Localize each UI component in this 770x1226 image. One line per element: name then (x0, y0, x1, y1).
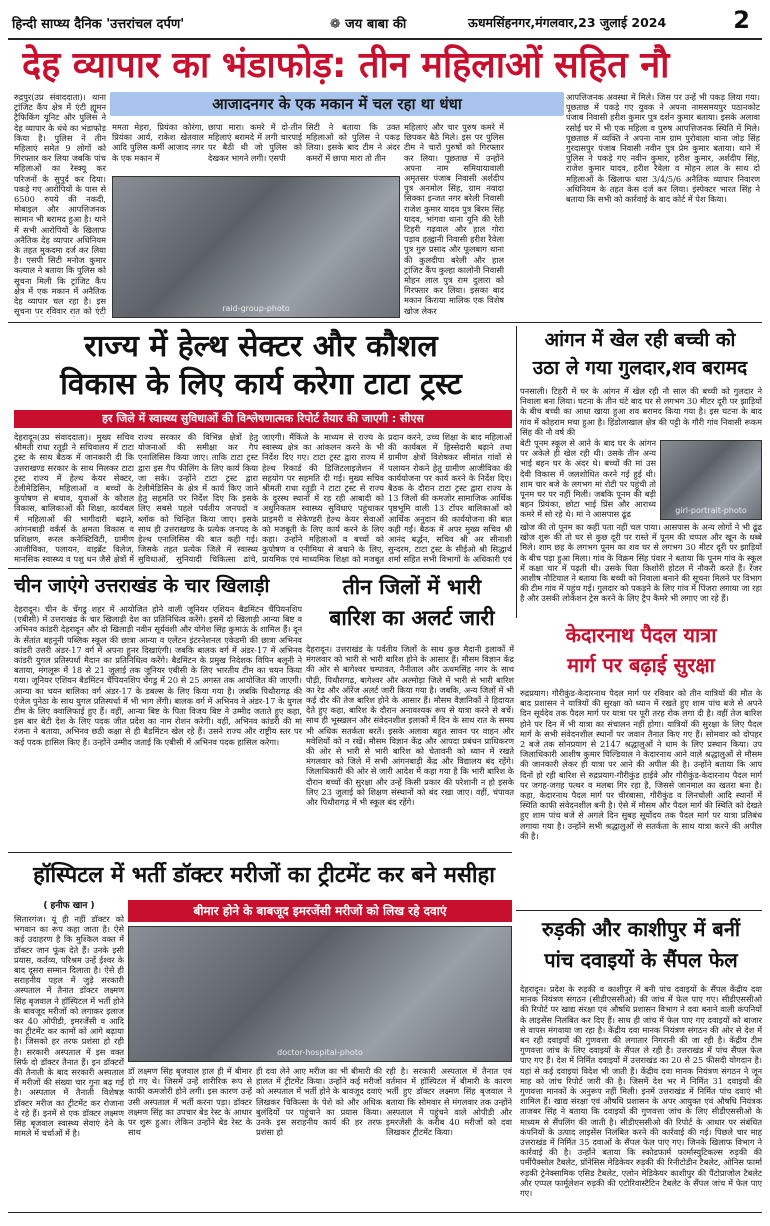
rain-body: देहरादून। उत्तराखंड के पर्वतीय जिलों के साथ कुछ मैदानी इलाकों में मंगलवार को भारी से भारी बारिश होने के आसार हैं। मौसम विज्ञान केंद्र की ओर से बागेश्वर चम्पावत, नैनीताल और ऊधमसिंह नगर के साथ पौड़ी, पिथौरागढ़, बागेश्वर और अल्मोड़ा जिले में भारी से भारी बारिश का रेड और ऑरेंज अलर्ट जारी किया गया है। जबकि, अन्य जिलों में भी कई दौर की तेज बारिश होने के आसार हैं। मौसम वैज्ञानिकों ने हिदायत देते हुए कहा, बारिश के दौरान अनावश्यक रूप से यात्रा करने से बचें। साथ ही भूस्खलन और संवेदनशील इलाकों में दिन के साथ रात के समय भी अधिक सतर्कता बरतें। इसके अलावा बहुत सावन पर वाहन और मवेशियों को न रखें। मौसम विज्ञान केंद्र और आपदा प्रबंधन प्राधिकरण की ओर से भारी से भारी बारिश को चेतावनी को ध्यान में रखते मंगलवार को जिले में सभी आंगनबाड़ी केंद्र और विद्यालय बंद रहेंगे। जिलाधिकारी की ओर से जारी आदेश में कहा गया है कि भारी बारिश के दौरान बच्चों की सुरक्षा और उन्हें किसी प्रकार की परेशानी न हो इसके लिए 23 जुलाई को शिक्षण संस्थानों को बंद रखा जाए। वहीं, चंपावत और पिथौरागढ़ में भी स्कूल बंद रहेंगे। (306, 644, 514, 808)
tata-col1: देहरादून(उप्र संवाददाता)। मुख्य सचिव श्रीमती राधा रतूड़ी ने सचिवालय में टाटा ट्रस्ट के साथ बैठक में जानकारी दी कि उत्तराखण्ड सरकार के साथ मिलकर टाटा ट्रस्ट राज्य में हेल्थ केयर सेक्टर, टेलीमेडिसिन, महिलाओं व बच्चों के कुपोषण से बचाव, युवाओं के कौशल विकास, बालिकाओं की शिक्षा, कार्यबल में महिलाओं की भागीदारी बढ़ाने, आंगनबाड़ी वर्कर्स के क्षमता विकास व प्रशिक्षण, रूरल कनेक्टिविटी, ग्रामीण आजीविका, पलायन, वाइब्रेंट विलेज, मानसिक स्वास्थ्य व पशु धन जैसे क्षेत्रों में (14, 432, 134, 564)
lead-col2: ममता मेहरा, प्रियंका कोरंगा, प्रियंका आर्य, राकेश खेतवाल आदि पुलिस कर्मी आजाद नगर के एक मकान में (112, 122, 204, 163)
hospital-headline: हॉस्पिटल में भर्ती डॉक्टर मरीजों का ट्रीटमेंट कर बने मसीहा (33, 863, 495, 888)
masthead-date: ऊधमसिंहनगर,मंगलवार,23 जुलाई 2024 (468, 15, 667, 30)
medicine-headline: रुड़की और काशीपुर में बनीं पांच दवाइयों के सैंपल फेल (541, 917, 741, 972)
hospital-caption-col1: डॉ लक्ष्मण सिंह बृजवाल हाल ही में बीमार हो गए थे। जिसमें उन्हें शारीरिक रूप से काफी कमजोरी होने लगी। इस कारण उन्हें उसी अस्पताल में भर्ती करना पड़ा। डॉक्टर लक्ष्मण सिंह का उपचार बेड रेस्ट के आधार पर शुरू हुआ। लेकिन उन्होंने बेड रेस्ट के साथ (128, 1066, 252, 1138)
masthead-center: ❁ जय बाबा की (329, 17, 407, 32)
tata-col2: राज्य सरकार की विभिन्न क्षेत्रों हेतु योजनाओं की समीक्षा कर गैप एनालिसिस किया जाए। ताकि टाटा ट्रस्ट द्वारा इस गैप फीलिंग के लिए कार्य किया जा सके। उन्होंने टाटा ट्रस्ट द्वारा टेलीमेडिसिन के क्षेत्र में कार्य किए जाने हेतु सहमति पर निर्देश दिए कि इसके लिए सबसे पहले पर्वतीय जनपदों व ब्लॉक को चिन्हित किया जाए। इसके साथ ही उत्तराखण्ड के प्रत्येक जनपद के हेल्थ एनालिसिस की बात कही गई। जिसके तहत प्रत्येक जिले में स्वास्थ्य सुविधाओं, सुनियादी चिकित्सा ढांचे, (138, 432, 258, 564)
tata-banner: हर जिले में स्वास्थ्य सुविधाओं की विश्लेषणात्मक रिपोर्ट तैयार की जाएगी : सीएस (14, 410, 512, 428)
kedarnath-body: रुद्रप्रयाग। गौरीकुंड-केदारनाथ पैदल मार्ग पर रविवार को तीन यात्रियों की मौत के बाद प्रशासन ने यात्रियों की सुरक्षा को ध्यान में रखते हुए शाम पांच बजे से अपने दिन सूर्यदेव तक पैदल मार्ग पर यात्रा पर पूरी तरह रोक लगा दी है। वहीं तेज बारिश होने पर दिन में भी यात्रा का संचालन नहीं होगा। यात्रियों की सुरक्षा के लिए पैदल मार्ग के सभी संवेदनशील स्थानों पर जवान तैनात किए गए हैं। सोमवार को दोपहर 2 बजे तक सोनप्रयाग से 2147 श्रद्धालुओं ने धाम के लिए प्रस्थान किया। उप जिलाधिकारी आशीष कुमार घिल्डियाल ने केदारनाथ आने वाले श्रद्धालुओं से मौसम की जानकारी लेकर ही यात्रा पर आने की अपील की है। उन्होंने बताया कि आप दिनों हो रही बारिश से रुद्रप्रयाग-गौरीकुंड हाईवे और गौरीकुंड-केदारनाथ पैदल मार्ग पर जगह-जगह पत्थर व मलबा गिर रहा है, जिससे जानमाल का खतरा बना है। कहा, केदारनाथ पैदल मार्ग पर चीरबासा, गौरीकुंड व लिनचोली आदि स्थानों में स्थिति काफी संवेदनशील बनी है। ऐसे में मौसम और पैदल मार्ग की स्थिति को देखते हुए शाम पांच बजे से अगले दिन सुबह सूर्योदय तक पैदल मार्ग पर यात्रा प्रतिबंध लगाया गया है। उन्होंने सभी श्रद्धालुओं से सतर्कता के साथ यात्रा करने की अपील की है। (520, 688, 762, 841)
tata-headline: राज्य में हेल्थ सेक्टर और कौशल विकास के लिए कार्य करेगा टाटा ट्रस्ट (60, 329, 462, 402)
girl-portrait-photo: girl-portrait-photo (660, 440, 762, 520)
kedarnath-headline: केदारनाथ पैदल यात्रा मार्ग पर बढ़ाई सुरक्षा (565, 623, 717, 677)
tata-col3: जाएगी। मैंकिंजे के माध्यम से राज्य के स्वास्थ्य क्षेत्र का आंकलन करने के भी निर्देश दिए गए। टाटा ट्रस्ट द्वारा राज्य में हेल्थ रिकार्ड की डिजिटलाइजेशन में सहयोग पर सहमति दी गई। मुख्य सचिव श्रीमती राधा रतूड़ी ने टाटा ट्रस्ट से राज्य के दुरस्थ स्थानों में रह रही आबादी को अधुनिकतम स्वास्थ्य सुविधाएं पहुंचाकर प्राइमरी व सेकेण्डरी हेल्थ केयर सेवाओं को मजबूती के लिए कार्य करने के लिए कहा। उन्होंने महिलाओं व बच्चों को कुपोषण व एनीमिया से बचाने के लिए, प्रायमिक एवं माध्यमिक शिक्षा को मजबूत (262, 432, 384, 564)
lead-col3: छापा मारा। कमरे में दो-तीन महिलाएं बरामदे में लगी चारपाई पर बैठी थी जो पुलिस को देखकर भागने लगी। एसपी (208, 122, 302, 163)
badminton-headline: चीन जाएंगे उत्तराखंड के चार खिलाड़ी (14, 575, 270, 597)
hospital-caption-col2: ही दवा लेने आए मरीज का भी बीमारी की हालत में ट्रीटमेंट किया। उन्होंने कई मरीजों को अस्पताल में भर्ती होने के बावजूद दवाएं लिखकर चिकित्सा के पेशे को और अधिक बुलंदियों पर पहुंचाने का प्रयास किया। उनके इस सराहनीय कार्य की हर तरफ प्रशंसा हो (256, 1066, 382, 1138)
child-bottom: खोज की तो पूनम का कहीं पता नहीं चल पाया। आसपास के अन्य लोगों ने भी ढूंढ खोज शुरू की तो घर से कुछ दूरी पर रास्ते में पूनम की चप्पल और खून के धब्बे मिले। शाम छह के लगभग पूनम का शव घर से लगभग 30 मीटर दूरी पर झाड़ियों के बीच पड़ा हुआ मिला। गांव के विक्रम सिंह पंवार ने बताया कि पूनम गांव के स्कूल में कक्षा चार में पढ़ती थी। उसके पिता किशोरी होटल में नौकरी करते हैं। रेंजर आशीष नौटियाल ने बताया कि बच्ची को निवाला बनाने की सूचना मिलने पर विभाग की टीम गांव में पहुंच गई। गुलदार को पकड़ने के लिए गांव में पिंजरा लगाया जा रहा है और उसकी लोकेशन ट्रेस करने के लिए ट्रैप कैमरे भी लगाए जा रहे हैं। (520, 522, 762, 604)
tata-col4: प्रदान करने, उच्च शिक्षा के बाद महिलाओं की कार्यबल में हिस्सेदारी बढ़ाने तथा ग्रामीण क्षेत्रों विशेषकर सीमांत गांवों से पलायन रोकने हेतु ग्रामीण आजीविका की कार्ययोजना पर कार्य करने के निर्देश दिए। बैठक के दौरान टाटा ट्रस्ट द्वारा राज्य के 13 जिलों की कमजोर सामाजिक आर्थिक पृष्ठभूमि वाली 13 टॉपर बालिकाओं को आर्थिक अनुदान की कार्ययोजना की बात कही गई। बैठक में अपर मुख्य सचिव श्री आनंद बर्द्धन, सचिव श्री अर सीनाशी सुन्दरम, टाटा ट्रस्ट के सीईओ श्री सिद्धार्थ शर्मा सहित सभी विभागों के अधिकारी एवं (388, 432, 512, 564)
masthead (8, 8, 762, 38)
masthead-left: हिन्दी साप्ध्य दैनिक 'उत्तरांचल दर्पण' (12, 17, 185, 32)
rain-headline: तीन जिलों में भारी बारिश का अलर्ट जारी (329, 575, 495, 630)
hospital-banner: बीमार होने के बाबजूद इमरजेंसी मरीजों को लिख रहे दवाएं (128, 900, 512, 922)
badminton-body: देहरादून। चीन के चेंगडु शहर में आयोजित होने वाली जूनियर एशियन बैडमिंटन चैंपियनशिप (एबीसी) में उत्तराखंड के चार खिलाड़ी देश का प्रतिनिधित्व करेंगे। इसमें दो खिलाड़ी आन्या बिष्ट व अभिनव कांडरी देहरादून और दो खिलाड़ी नवीन सूर्यवंशी और योगेश सिंह कुमाऊं के शामिल हैं। दून के सेंतांत बहनूनी पब्लिक स्कूल की छात्रा आन्या व एलेंटन इंटरनेशनल एकेडमी की छात्रा अभिनव कांडरी उत्तरी अंडर-17 वर्ग में अपना हुनर दिखाएंगी। जबकि बालक वर्ग में अंडर-17 में अभिनव कांडरी युगल प्रतिस्पर्धा मैदान का प्रतिनिधित्व करेंगे। बैडमिंटन के प्रमुख निदेशक विपिन बलूनी ने बताया, मंगलूरू में 18 से 21 जुलाई तक जूनियर एबीसी के लिए भारतीय टीम का चयन किया गया। जूनियर एशियन बैडमिंटन चैंपियनशिप चेंगडु में 20 से 25 अगस्त तक आयोजित की जाएगी। आन्या का चयन बालिका वर्ग अंडर-17 के डबल्स के लिए किया गया है। जबकि पिथौरागढ़ की एंजेल पुनेठा के साथ युगल प्रतिस्पर्धा में भी भाग लेंगी। बालक वर्ग में अभिनव ने अंडर-17 के युगल टीम के लिए क्वालिफाई हुए हैं। वहीं, आन्या बिष्ट के पिता विजय बिष्ट ने उम्मीद जताते हुए कहा, इस बार बेटी देश के लिए पदक जीत प्रदेश का नाम रोशन करेगी। वहीं, अभिनव कांडरी की मां रंजना ने बताया, अभिनव छठी कक्षा से ही बैडमिंटन खेल रहे हैं। उसने राज्य और राष्ट्रीय स्तर पर कई पदक हासिल किए हैं। उन्होंने उम्मीद जताई कि एबीसी में अभिनव पदक हासिल करेगा। (14, 604, 302, 747)
lead-col4: सिटी ने बताया कि उक्त महिलाओं को पुलिस ने पकड़ लिया। इसके बाद टीम ने अंदर कमरों में छापा मारा तो तीन (306, 122, 400, 163)
page-number: 2 (733, 8, 750, 34)
medicine-body: देहरादून। प्रदेश के रुड़की व काशीपुर में बनी पांच दवाइयों के सैंपल केंद्रीय दवा मानक नियंत्रण संगठन (सीडीएससीओ) की जांच में फेल पाए गए। सीडीएससीओ की रिपोर्ट पर खाद्य संरक्षा एवं औषधि प्रशासन विभाग ने दवा बनाने वाली कंपनियों के लाइसेंस निलंबित कर दिए हैं। साथ ही जांच में फेल पाए गए दवाइयों को बाजार से वापस मंगवाया जा रहा है। केंद्रीय दवा मानक नियंत्रण संगठन की ओर से देश में बन रही दवाइयों की गुणवत्ता की लगातार निगरानी की जा रही है। केंद्रीय टीम गुणवत्ता जांच के लिए दवाइयों के सैंपल ले रही है। उत्तराखंड में पांच सैंपल फेल पाए गए हैं। देश में निर्मित दवाइयों में उत्तराखंड का 20 से 25 फीसदी योगदान है। यहां से कई दवाइयां विदेश भी जाती हैं। केंद्रीय दवा मानक नियंत्रण संगठन ने जून माह को जांच रिपोर्ट जारी की है। जिसमें देश भर में निर्मित 31 दवाइयों की गुणवत्ता मानकों के अनुरूप नहीं मिली। इनमें उत्तराखंड में निर्मित पांच दवाएं भी शामिल हैं। खाद्य संरक्षा एवं औषधि प्रशासन के अपर आयुक्त एवं औषधि नियंत्रक ताजबर सिंह ने बताया कि दवाइयों की गुणवत्ता जांच के लिए सीडीएससीओ के माध्यम से सैंपलिंग की जाती है। सीडीएससीओ की रिपोर्ट के आधार पर संबंधित कंपनियों के उत्पाद लाइसेंस निलंबित करने की कार्रवाई की गई। पिछले चार माह उत्तराखंड में निर्मित 35 दवाओं के सैंपल फेल पाए गए। जिनके खिलाफ विभाग ने कार्रवाई की है। उन्होंने बताया कि स्कोडफार्म फार्मास्युटिकल्स रुड़की की पर्मीपैक्सोल टैबलेट, प्रॉनेसिस मेडिकेयर रुड़की की रिनीटोडीन टैबलेट, ओनिस फार्मा रुड़की ट्रेनेक्सामिक एसिड टैबलेट, एलोन मेडिकेयर काशीपुर की पैंटोप्राजोल टैबलेट और एप्पल फार्मूलेशन रुड़की की एटोरिवास्टैटिन टैबलेट के सैंपल जांच में फेल पाए गए। (520, 984, 762, 1199)
hospital-col1: सितारगंज। यूं ही नहीं डॉक्टर को भगवान का रूप कहा जाता है। ऐसे कई उदाहरण है कि मुश्किल वक्त में डॉक्टर जान फूंक देते हैं। उनके इसी प्रयास, कर्तव्य, परिश्रम उन्हें ईश्वर के बाद दूसरा सम्मान दिलाता है। ऐसे ही सराहनीय पहल में जुड़े सरकारी अस्पताल में तैनात डॉक्टर लक्ष्मण सिंह बृजवाल ने हॉस्पिटल में भर्ती होने के बावजूद मरीजों को लगाकर इलाज कर 40 ओपीडी, इमरजेंसी व आदि का ट्रीटमेंट कर कामों को आगे बढ़ाया है। जिसको हर तरफ प्रशंसा हो रही है। सरकारी अस्पताल में इस वक्त सिर्फ दो डॉक्टर तैनात हैं। इन डॉक्टरों की तैनाती के बाद सरकारी अस्पताल में मरीजों की संख्या चार गुना बढ़ गई है। अस्पताल में तैनाती विशेषज्ञ डॉक्टर मरीज का ट्रीटमेंट कर रोजाना दे रहे हैं। इनमें से एक डॉक्टर लक्ष्मण सिंह बृजवाल स्वास्थ्य सेवाएं देने के मामले में चर्चाओं में है। (14, 914, 124, 1139)
hospital-caption-col3: रही है। सरकारी अस्पताल में तैनात एवं वर्तमान में हॉस्पिटल में बीमारी के कारण भर्ती हुए डॉक्टर लक्ष्मण सिंह बृजवाल ने बताया कि सोमवार से मंगलवार तक उन्होंने अस्पताल में पहुंचने वाले ओपीडी और इमरजेंसी के करीब 40 मरीजों को दवा लिखकर ट्रीटमेंट किया। (386, 1066, 512, 1138)
doctor-hospital-photo: doctor-hospital-photo (128, 926, 512, 1062)
lead-headline: देह व्यापार का भंडाफोड़: तीन महिलाओं सहित नौ (22, 45, 670, 86)
child-headline: आंगन में खेल रही बच्ची को उठा ले गया गुलदार,शव बरामद (532, 329, 748, 379)
lead-col1: रुद्रपुर(उप्र संवाददाता)। थाना ट्रांजिट कैंप क्षेत्र में एंटी ह्यूमन ट्रैफिकिंग यूनिट और पुलिस ने देह व्यापार के धंधे का भंडाफोड़ किया है। पुलिस ने तीन महिलाएं समेत 9 लोगों को गिरफ्तार कर लिया जबकि पांच महिलाओं का रेस्क्यू कर परिजनों के सुपुर्द कर दिया। पकड़े गए आरोपियों के पास से 6500 रुपये की नकदी, मोबाइल और आपत्तिजनक सामान भी बरामद हुआ है। थाने में सभी आरोपियों के खिलाफ अनैतिक देह व्यापार अधिनियम के तहत मुकदमा दर्ज कर लिया है। एसपी सिटी मनोज कुमार कत्याल ने बताया कि पुलिस को सूचना मिली कि ट्रांजिट कैंप क्षेत्र में एक मकान में अनैतिक देह व्यापार चल रहा है। इस सूचना पर रविवार रात को एंटी (14, 92, 106, 317)
child-side: बेटी पूनम स्कूल से आने के बाद घर के आंगन पर अकेले ही खेल रही थी। उसके तीन अन्य भाई बहन घर के अंदर थे। बच्चों की मां उस देवी विकास में जलशोधित करने गई हुई थी। शाम चार बजे के लगभग मां रोटी पर पहुंची तो पूनम घर पर नहीं मिली। जबकि पूनम की बड़ी बहन प्रियंका, छोटा भाई प्रिंस और आराध्य कमरे में सो रहे थे। मां ने आसपास ढूंढ (520, 438, 656, 520)
lead-col5: महिलाएं और चार पुरुष कमरे में छिपकर बैठे मिले। इस पर पुलिस टीम ने चारों पुरुषों को गिरफ्तार कर लिया। पूछताछ में उन्होंने अपना नाम समियायावाली अमृतसर पंजाब निवासी अर्शदीप पुत्र अनमोल सिंह, ग्राम नवादा सिक्का इन्जत नगर बरेली निवासी राजेश कुमार यादव पुत्र बिरम सिंह यादव, भांगवा थाना यूनि की रेती टिहरी गढ़वाल और हाल गोरा पड़ाव हल्द्वानी निवासी हरीश रैवेला पुत्र गुरु प्रसाद और फूलबाग थाना की कुलदीपा बरेली और हाल ट्रांजिट कैंप कुल्हा कालोनी निवासी मोहन लाल पुत्र राम दुलारा को गिरफ्तार कर लिया। इसका बाद मकान किराया मालिक एक विशेष खोज लेकर (404, 122, 504, 316)
child-top: पनसाली। टिहरी में घर के आंगन में खेल रही नौ साल की बच्ची को गुलदार ने निवाला बना लिया। घटना के तीन घंटे बाद घर से लगभग 30 मीटर दूरी पर झाड़ियों के बीच बच्ची का आधा खाया हुआ शव बरामद किया गया है। इस घटना के बाद गांव में कोहराम मचा हुआ है। हिंडोलाखाल क्षेत्र की पट्टी के गौरी गांव निवासी रूकम सिंह की नौ वर्ष की (520, 386, 762, 437)
lead-subhead: आजादनगर के एक मकान में चल रहा था धंधा (110, 92, 564, 116)
ornament-icon: ❁ (329, 17, 346, 32)
raid-group-photo: raid-group-photo (112, 176, 400, 318)
lead-col6: आपत्तिजनक अवस्था में मिले। जिस पर उन्हें भी पकड़ लिया गया। पूछताछ में पकड़े गए युवक ने अपना नामसमयपुर पठानकोट पंजाब निवासी हरीश कुमार पुत्र दर्शन कुमार बताया। इसके अलावा रसोई घर में भी एक महिला व पुरुष आपत्तिजनक स्थिति में मिले। पूछताछ में व्यक्ति ने अपना नाम ग्राम पुरोवाला थाना जोड़ सिंह गुरदासपुर पंजाब निवासी नवीन पुत्र प्रेम कुमार बताया। थाने में पुलिस ने पकड़े गए नवीन कुमार, हरीश कुमार, अर्शदीप सिंह, राजेश कुमार यादव, हरीश रैवेला व मोहन लाल के साथ दो महिलाओं के खिलाफ धारा 3/4/5/6 अनैतिक व्यापार निवारण अधिनियम के तहत केस दर्ज कर लिया। इंस्पेक्टर भारत सिंह ने बताया कि सभी को कार्रवाई के बाद कोर्ट में पेश किया। (566, 92, 760, 205)
hospital-byline: ( हनीफ खान ) (43, 901, 95, 911)
